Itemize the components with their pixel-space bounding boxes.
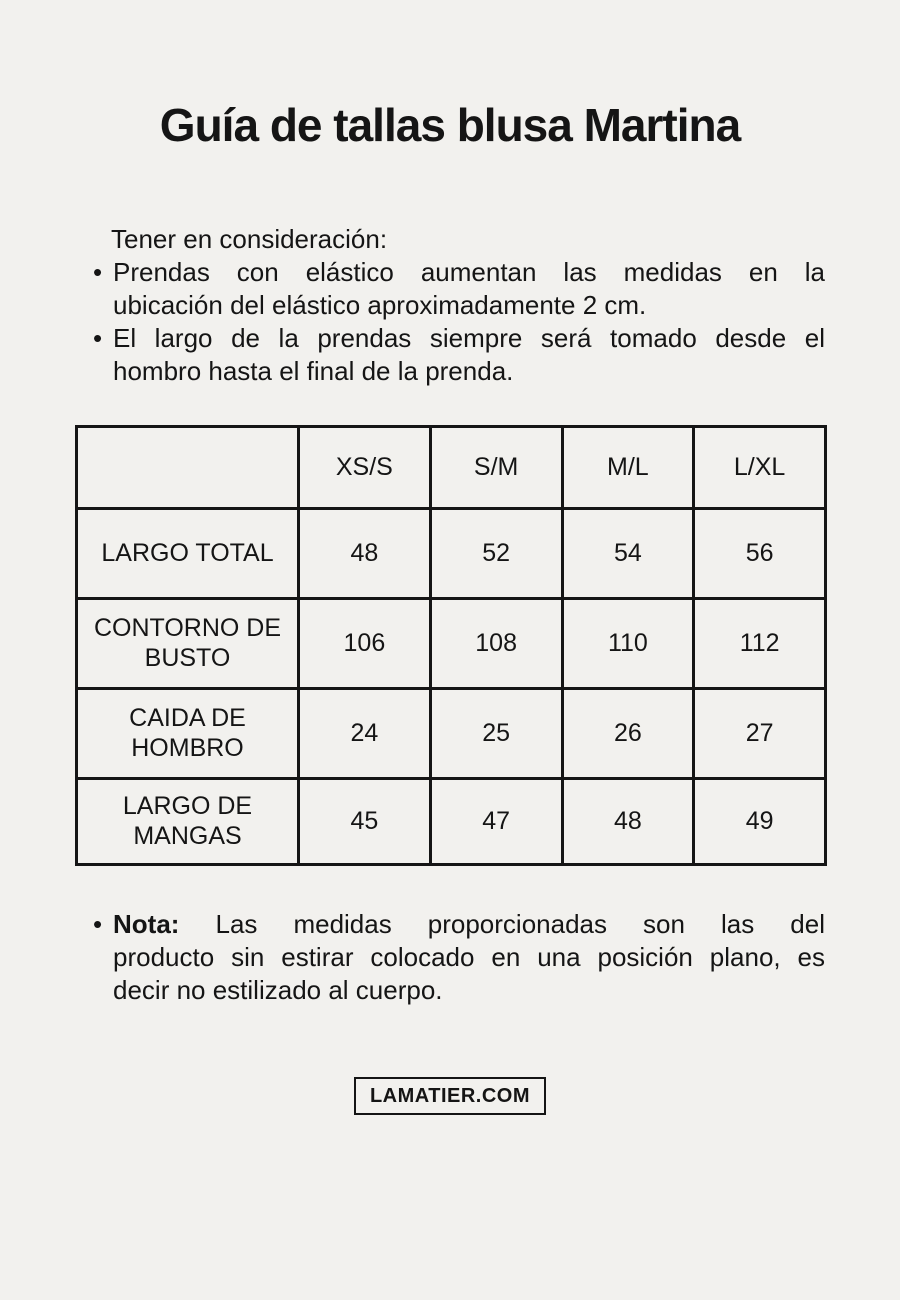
note-line-rest: Las medidas proporcionadas son las del [179,908,825,939]
table-cell: 112 [694,598,826,688]
row-label: CAIDA DE HOMBRO [77,688,299,778]
table-row [77,598,826,688]
bullet-icon: • [93,256,103,287]
row-label: LARGO DE MANGAS [77,778,299,864]
column-header: S/M [430,426,562,508]
column-header: L/XL [694,426,826,508]
table-cell: 24 [299,688,431,778]
column-header: M/L [562,426,694,508]
table-cell: 26 [562,688,694,778]
table-corner-cell [77,426,299,508]
column-header: XS/S [299,426,431,508]
table-row [77,688,826,778]
table-cell: 47 [430,778,562,864]
table-cell: 54 [562,508,694,598]
note-line: decir no estilizado al cuerpo. [113,974,443,1005]
table-cell: 106 [299,598,431,688]
table-header-row [77,426,826,508]
list-item [75,322,825,388]
footer [0,1077,900,1115]
table-cell: 110 [562,598,694,688]
bullet-icon: • [93,322,103,353]
list-item [75,908,825,1007]
bullet-text [113,322,825,388]
considerations-section [75,223,825,388]
list-item [75,256,825,322]
note-line [113,908,825,941]
note-label: Nota: [113,908,180,939]
considerations-heading: Tener en consideración: [111,223,388,254]
bullet-line: hombro hasta el final de la prenda. [113,355,514,386]
table-cell: 56 [694,508,826,598]
table-cell: 27 [694,688,826,778]
table-cell: 52 [430,508,562,598]
table-cell: 108 [430,598,562,688]
table-cell: 45 [299,778,431,864]
table-row [77,508,826,598]
table-row [77,778,826,864]
table-cell: 49 [694,778,826,864]
bullet-line: Prendas con elástico aumentan las medidas en la [113,256,825,287]
table-cell: 25 [430,688,562,778]
note-text [113,908,825,1007]
bullet-line: ubicación del elástico aproximadamente 2 cm. [113,289,647,320]
page-title: Guía de tallas blusa Martina [159,99,741,151]
brand-badge: LAMATIER.COM [354,1077,546,1115]
row-label: LARGO TOTAL [77,508,299,598]
bullet-icon: • [93,908,103,939]
size-guide-page [0,100,900,1300]
bullet-line: El largo de la prendas siempre será tomado desde el [113,322,825,353]
note-line: producto sin estirar colocado en una posición plano, es [113,941,825,972]
note-section [75,908,825,1007]
table-cell: 48 [562,778,694,864]
row-label: CONTORNO DE BUSTO [77,598,299,688]
size-table [75,425,827,866]
bullet-text [113,256,825,322]
table-cell: 48 [299,508,431,598]
